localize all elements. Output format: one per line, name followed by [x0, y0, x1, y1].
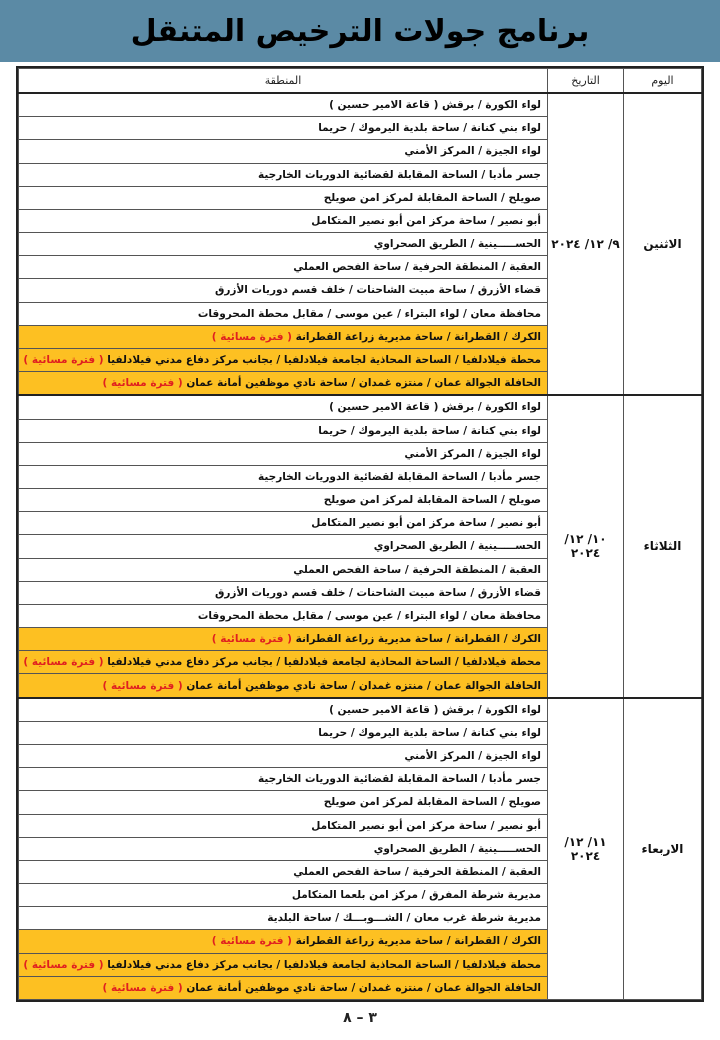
area-cell: [19, 395, 548, 419]
evening-period-note: ( فترة مسائية ): [211, 330, 292, 343]
area-text: أبو نصير / ساحة مركز امن أبو نصير المتكامل: [311, 214, 541, 227]
table-row: [19, 698, 702, 722]
area-cell-evening: [19, 953, 548, 976]
evening-period-note: ( فترة مسائية ): [211, 935, 292, 948]
area-text: العقبة / المنطقة الحرفية / ساحة الفحص العملي: [293, 865, 541, 878]
area-text: أبو نصير / ساحة مركز امن أبو نصير المتكامل: [311, 819, 541, 832]
area-cell-evening: [19, 372, 548, 396]
area-text: الكرك / القطرانة / ساحة مديرية زراعة القطرانة: [295, 330, 541, 343]
day-group: [19, 93, 702, 395]
area-text: محطة فيلادلفيا / الساحة المحاذية لجامعة فيلادلفيا / بجانب مركز دفاع مدني فيلادلفيا: [107, 353, 541, 366]
area-cell: [19, 581, 548, 604]
evening-period-note: ( فترة مسائية ): [23, 958, 104, 971]
evening-period-note: ( فترة مسائية ): [211, 633, 292, 646]
area-cell: [19, 558, 548, 581]
date-cell: ٩/ ١٢/ ٢٠٢٤: [548, 93, 624, 395]
area-cell-evening: [19, 348, 548, 371]
area-text: لواء بني كنانة / ساحة بلدية اليرموك / حريما: [318, 726, 541, 739]
area-text: الكرك / القطرانة / ساحة مديرية زراعة القطرانة: [295, 633, 541, 646]
area-cell-evening: [19, 930, 548, 953]
area-cell-evening: [19, 976, 548, 999]
area-cell-evening: [19, 674, 548, 698]
area-cell: [19, 163, 548, 186]
date-cell: ١١/ ١٢/ ٢٠٢٤: [548, 698, 624, 1000]
area-text: لواء بني كنانة / ساحة بلدية اليرموك / حريما: [318, 424, 541, 437]
area-text: لواء الجيزة / المركز الأمني: [404, 447, 541, 460]
day-group: [19, 395, 702, 697]
area-cell: [19, 209, 548, 232]
area-text: قضاء الأزرق / ساحة مبيت الشاحنات / خلف قسم دوريات الأزرق: [214, 586, 541, 599]
day-cell: الثلاثاء: [624, 395, 702, 697]
page-number: ٣ – ٨: [343, 1010, 377, 1026]
table-row: [19, 93, 702, 117]
area-cell: [19, 721, 548, 744]
column-header-area: المنطقة: [19, 69, 548, 94]
area-cell: [19, 814, 548, 837]
area-text: محطة فيلادلفيا / الساحة المحاذية لجامعة فيلادلفيا / بجانب مركز دفاع مدني فيلادلفيا: [107, 656, 541, 669]
table-row: [19, 395, 702, 419]
area-text: مديرية شرطة غرب معان / الشـــوبـــك / ساحة البلدية: [267, 912, 541, 925]
area-cell: [19, 535, 548, 558]
area-cell: [19, 279, 548, 302]
area-text: الحســـــينية / الطريق الصحراوي: [373, 238, 541, 251]
area-cell: [19, 791, 548, 814]
day-group: [19, 698, 702, 1000]
area-cell: [19, 256, 548, 279]
area-cell: [19, 442, 548, 465]
area-cell: [19, 884, 548, 907]
area-text: لواء الجيزة / المركز الأمني: [404, 750, 541, 763]
column-header-date: التاريخ: [548, 69, 624, 94]
area-text: الحافلة الجوالة عمان / منتزه غمدان / ساحة نادي موظفين أمانة عمان: [186, 981, 541, 994]
area-text: جسر مأدبا / الساحة المقابلة لقضائية الدوريات الخارجية: [257, 773, 541, 786]
area-text: أبو نصير / ساحة مركز امن أبو نصير المتكامل: [311, 517, 541, 530]
area-cell: [19, 512, 548, 535]
schedule-table-container: [16, 66, 704, 1002]
area-cell-evening: [19, 628, 548, 651]
area-text: لواء الكورة / برقش ( قاعة الامير حسين ): [329, 703, 541, 716]
area-cell: [19, 117, 548, 140]
area-text: محافظة معان / لواء البتراء / عين موسى / مقابل محطة المحروقات: [197, 307, 541, 320]
area-cell: [19, 860, 548, 883]
area-text: الحســـــينية / الطريق الصحراوي: [373, 540, 541, 553]
area-text: لواء الكورة / برقش ( قاعة الامير حسين ): [329, 99, 541, 112]
page-title: برنامج جولات الترخيص المتنقل: [130, 13, 590, 49]
area-text: لواء الكورة / برقش ( قاعة الامير حسين ): [329, 401, 541, 414]
area-cell-evening: [19, 325, 548, 348]
area-text: صويلح / الساحة المقابلة لمركز امن صويلح: [323, 796, 541, 809]
area-cell: [19, 140, 548, 163]
area-text: الحافلة الجوالة عمان / منتزه غمدان / ساحة نادي موظفين أمانة عمان: [186, 377, 541, 390]
area-cell: [19, 93, 548, 117]
area-cell: [19, 186, 548, 209]
day-cell: الاثنين: [624, 93, 702, 395]
table-header-row: [19, 69, 702, 94]
page-header: [0, 0, 720, 62]
evening-period-note: ( فترة مسائية ): [23, 656, 104, 669]
area-cell: [19, 698, 548, 722]
area-cell: [19, 302, 548, 325]
area-text: العقبة / المنطقة الحرفية / ساحة الفحص العملي: [293, 261, 541, 274]
area-text: قضاء الأزرق / ساحة مبيت الشاحنات / خلف قسم دوريات الأزرق: [214, 284, 541, 297]
area-cell: [19, 837, 548, 860]
area-text: الحافلة الجوالة عمان / منتزه غمدان / ساحة نادي موظفين أمانة عمان: [186, 679, 541, 692]
area-cell: [19, 768, 548, 791]
area-text: صويلح / الساحة المقابلة لمركز امن صويلح: [323, 191, 541, 204]
area-cell: [19, 419, 548, 442]
day-cell: الاربعاء: [624, 698, 702, 1000]
area-text: لواء بني كنانة / ساحة بلدية اليرموك / حريما: [318, 122, 541, 135]
evening-period-note: ( فترة مسائية ): [102, 981, 183, 994]
area-cell: [19, 745, 548, 768]
area-text: الكرك / القطرانة / ساحة مديرية زراعة القطرانة: [295, 935, 541, 948]
area-cell: [19, 465, 548, 488]
schedule-table: [18, 68, 702, 1000]
evening-period-note: ( فترة مسائية ): [102, 377, 183, 390]
area-text: مديرية شرطة المفرق / مركز امن بلعما المتكامل: [291, 889, 541, 902]
area-text: محطة فيلادلفيا / الساحة المحاذية لجامعة فيلادلفيا / بجانب مركز دفاع مدني فيلادلفيا: [107, 958, 541, 971]
area-text: محافظة معان / لواء البتراء / عين موسى / مقابل محطة المحروقات: [197, 609, 541, 622]
area-text: العقبة / المنطقة الحرفية / ساحة الفحص العملي: [293, 563, 541, 576]
area-cell: [19, 489, 548, 512]
area-text: جسر مأدبا / الساحة المقابلة لقضائية الدوريات الخارجية: [257, 168, 541, 181]
column-header-day: اليوم: [624, 69, 702, 94]
evening-period-note: ( فترة مسائية ): [23, 353, 104, 366]
evening-period-note: ( فترة مسائية ): [102, 679, 183, 692]
area-text: صويلح / الساحة المقابلة لمركز امن صويلح: [323, 494, 541, 507]
area-cell: [19, 604, 548, 627]
area-text: جسر مأدبا / الساحة المقابلة لقضائية الدوريات الخارجية: [257, 470, 541, 483]
area-cell: [19, 233, 548, 256]
area-text: لواء الجيزة / المركز الأمني: [404, 145, 541, 158]
area-cell-evening: [19, 651, 548, 674]
date-cell: ١٠/ ١٢/ ٢٠٢٤: [548, 395, 624, 697]
area-text: الحســـــينية / الطريق الصحراوي: [373, 842, 541, 855]
area-cell: [19, 907, 548, 930]
